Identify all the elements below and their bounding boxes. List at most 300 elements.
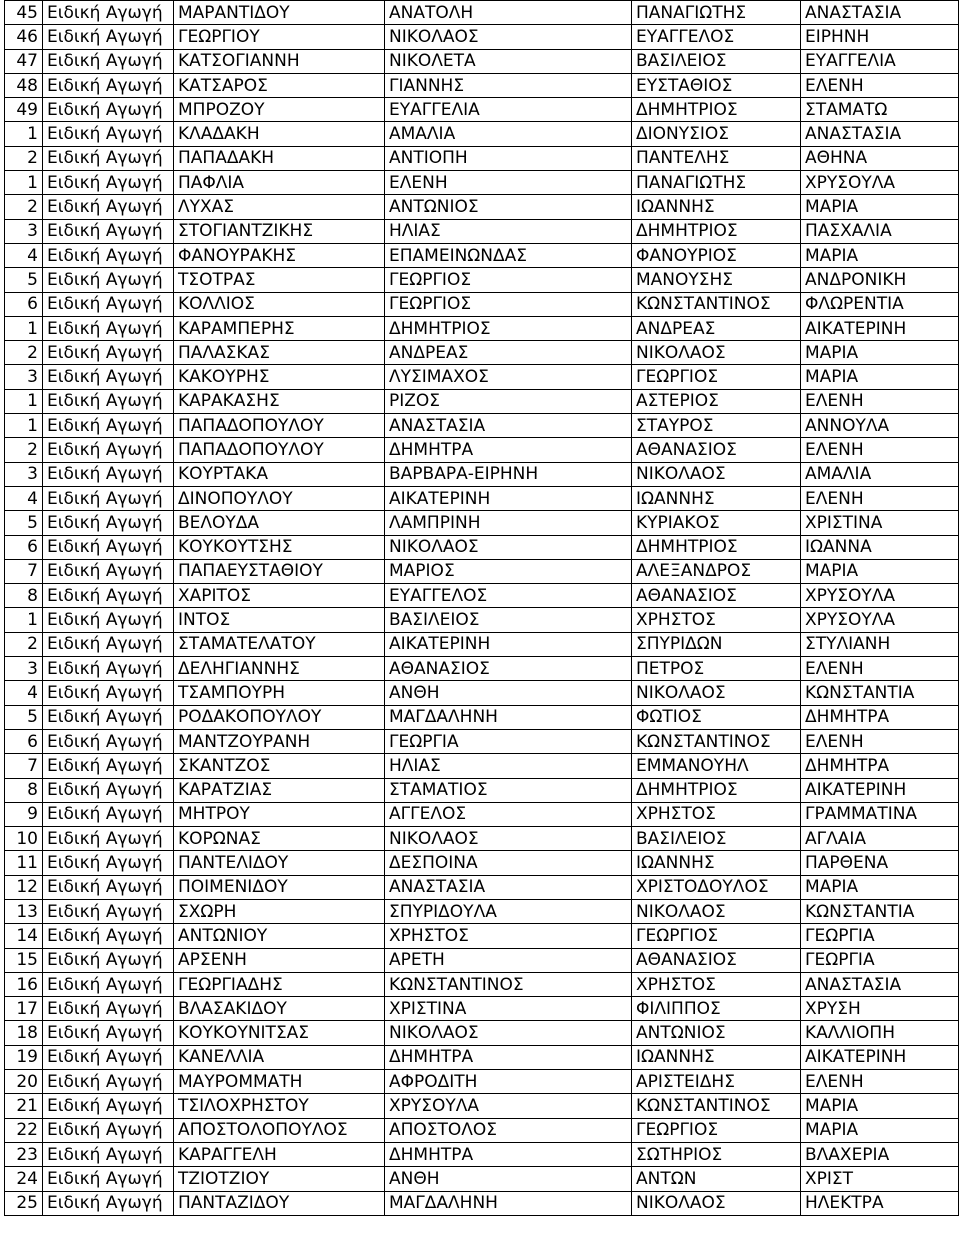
surname-cell: ΤΖΙΟΤΖΙΟΥ xyxy=(174,1167,385,1191)
surname-cell: ΙΝΤΟΣ xyxy=(174,608,385,632)
father-name-cell: ΕΥΣΤΑΘΙΟΣ xyxy=(632,73,801,97)
row-number: 46 xyxy=(5,25,43,49)
table-row xyxy=(5,875,959,899)
first-name-cell: ΜΑΓΔΑΛΗΝΗ xyxy=(385,1191,632,1215)
mother-name-cell: ΦΛΩΡΕΝΤΙΑ xyxy=(801,292,959,316)
first-name-cell: ΔΗΜΗΤΡΑ xyxy=(385,438,632,462)
specialty-cell: Ειδική Αγωγή xyxy=(43,851,174,875)
specialty-cell: Ειδική Αγωγή xyxy=(43,98,174,122)
table-row xyxy=(5,657,959,681)
specialty-cell: Ειδική Αγωγή xyxy=(43,195,174,219)
mother-name-cell: ΕΛΕΝΗ xyxy=(801,438,959,462)
first-name-cell: ΑΝΑΤΟΛΗ xyxy=(385,1,632,25)
specialty-cell: Ειδική Αγωγή xyxy=(43,414,174,438)
first-name-cell: ΑΝΘΗ xyxy=(385,681,632,705)
mother-name-cell: ΜΑΡΙΑ xyxy=(801,875,959,899)
row-number: 5 xyxy=(5,705,43,729)
table-row xyxy=(5,1167,959,1191)
surname-cell: ΚΑΤΣΑΡΟΣ xyxy=(174,73,385,97)
mother-name-cell: ΕΙΡΗΝΗ xyxy=(801,25,959,49)
row-number: 16 xyxy=(5,972,43,996)
surname-cell: ΜΑΥΡΟΜΜΑΤΗ xyxy=(174,1070,385,1094)
mother-name-cell: ΕΛΕΝΗ xyxy=(801,657,959,681)
table-row xyxy=(5,729,959,753)
surname-cell: ΠΑΠΑΔΑΚΗ xyxy=(174,146,385,170)
first-name-cell: ΑΙΚΑΤΕΡΙΝΗ xyxy=(385,486,632,510)
specialty-cell: Ειδική Αγωγή xyxy=(43,924,174,948)
table-row xyxy=(5,1045,959,1069)
father-name-cell: ΕΜΜΑΝΟΥΗΛ xyxy=(632,754,801,778)
father-name-cell: ΑΛΕΞΑΝΔΡΟΣ xyxy=(632,559,801,583)
row-number: 17 xyxy=(5,997,43,1021)
surname-cell: ΠΑΝΤΕΛΙΔΟΥ xyxy=(174,851,385,875)
specialty-cell: Ειδική Αγωγή xyxy=(43,1021,174,1045)
row-number: 15 xyxy=(5,948,43,972)
mother-name-cell: ΕΥΑΓΓΕΛΙΑ xyxy=(801,49,959,73)
surname-cell: ΚΑΡΑΓΓΕΛΗ xyxy=(174,1142,385,1166)
father-name-cell: ΦΩΤΙΟΣ xyxy=(632,705,801,729)
table-row xyxy=(5,608,959,632)
table-row xyxy=(5,754,959,778)
specialty-cell: Ειδική Αγωγή xyxy=(43,535,174,559)
father-name-cell: ΒΑΣΙΛΕΙΟΣ xyxy=(632,827,801,851)
surname-cell: ΚΑΡΑΤΖΙΑΣ xyxy=(174,778,385,802)
row-number: 8 xyxy=(5,584,43,608)
row-number: 4 xyxy=(5,486,43,510)
surname-cell: ΠΑΛΑΣΚΑΣ xyxy=(174,341,385,365)
father-name-cell: ΠΑΝΑΓΙΩΤΗΣ xyxy=(632,1,801,25)
mother-name-cell: ΣΤΥΛΙΑΝΗ xyxy=(801,632,959,656)
table-row xyxy=(5,1094,959,1118)
specialty-cell: Ειδική Αγωγή xyxy=(43,972,174,996)
mother-name-cell: ΕΛΕΝΗ xyxy=(801,729,959,753)
mother-name-cell: ΜΑΡΙΑ xyxy=(801,243,959,267)
surname-cell: ΒΕΛΟΥΔΑ xyxy=(174,511,385,535)
first-name-cell: ΣΤΑΜΑΤΙΟΣ xyxy=(385,778,632,802)
specialty-cell: Ειδική Αγωγή xyxy=(43,584,174,608)
first-name-cell: ΜΑΓΔΑΛΗΝΗ xyxy=(385,705,632,729)
father-name-cell: ΝΙΚΟΛΑΟΣ xyxy=(632,341,801,365)
specialty-cell: Ειδική Αγωγή xyxy=(43,705,174,729)
surname-cell: ΔΙΝΟΠΟΥΛΟΥ xyxy=(174,486,385,510)
specialty-cell: Ειδική Αγωγή xyxy=(43,511,174,535)
first-name-cell: ΛΑΜΠΡΙΝΗ xyxy=(385,511,632,535)
specialty-cell: Ειδική Αγωγή xyxy=(43,827,174,851)
specialty-cell: Ειδική Αγωγή xyxy=(43,219,174,243)
first-name-cell: ΜΑΡΙΟΣ xyxy=(385,559,632,583)
row-number: 2 xyxy=(5,341,43,365)
mother-name-cell: ΧΡΥΣΗ xyxy=(801,997,959,1021)
father-name-cell: ΚΥΡΙΑΚΟΣ xyxy=(632,511,801,535)
table-row xyxy=(5,122,959,146)
row-number: 12 xyxy=(5,875,43,899)
father-name-cell: ΓΕΩΡΓΙΟΣ xyxy=(632,1118,801,1142)
row-number: 18 xyxy=(5,1021,43,1045)
first-name-cell: ΗΛΙΑΣ xyxy=(385,754,632,778)
surname-cell: ΠΑΠΑΔΟΠΟΥΛΟΥ xyxy=(174,438,385,462)
surname-cell: ΑΝΤΩΝΙΟΥ xyxy=(174,924,385,948)
mother-name-cell: ΕΛΕΝΗ xyxy=(801,389,959,413)
specialty-cell: Ειδική Αγωγή xyxy=(43,1,174,25)
mother-name-cell: ΚΩΝΣΤΑΝΤΙΑ xyxy=(801,681,959,705)
table-row xyxy=(5,1142,959,1166)
father-name-cell: ΦΙΛΙΠΠΟΣ xyxy=(632,997,801,1021)
mother-name-cell: ΠΑΡΘΕΝΑ xyxy=(801,851,959,875)
mother-name-cell: ΓΡΑΜΜΑΤΙΝΑ xyxy=(801,802,959,826)
father-name-cell: ΝΙΚΟΛΑΟΣ xyxy=(632,1191,801,1215)
table-row xyxy=(5,462,959,486)
candidates-table-body xyxy=(5,1,959,1216)
row-number: 14 xyxy=(5,924,43,948)
mother-name-cell: ΑΙΚΑΤΕΡΙΝΗ xyxy=(801,316,959,340)
first-name-cell: ΛΥΣΙΜΑΧΟΣ xyxy=(385,365,632,389)
table-row xyxy=(5,1,959,25)
mother-name-cell: ΜΑΡΙΑ xyxy=(801,559,959,583)
mother-name-cell: ΑΝΑΣΤΑΣΙΑ xyxy=(801,122,959,146)
surname-cell: ΑΡΣΕΝΗ xyxy=(174,948,385,972)
specialty-cell: Ειδική Αγωγή xyxy=(43,1167,174,1191)
candidates-table xyxy=(4,0,959,1216)
mother-name-cell: ΣΤΑΜΑΤΩ xyxy=(801,98,959,122)
specialty-cell: Ειδική Αγωγή xyxy=(43,73,174,97)
surname-cell: ΤΣΟΤΡΑΣ xyxy=(174,268,385,292)
specialty-cell: Ειδική Αγωγή xyxy=(43,341,174,365)
mother-name-cell: ΑΘΗΝΑ xyxy=(801,146,959,170)
father-name-cell: ΑΣΤΕΡΙΟΣ xyxy=(632,389,801,413)
surname-cell: ΔΕΛΗΓΙΑΝΝΗΣ xyxy=(174,657,385,681)
first-name-cell: ΧΡΗΣΤΟΣ xyxy=(385,924,632,948)
father-name-cell: ΔΗΜΗΤΡΙΟΣ xyxy=(632,98,801,122)
row-number: 10 xyxy=(5,827,43,851)
table-row xyxy=(5,972,959,996)
table-row xyxy=(5,1118,959,1142)
table-row xyxy=(5,924,959,948)
specialty-cell: Ειδική Αγωγή xyxy=(43,365,174,389)
mother-name-cell: ΚΩΝΣΤΑΝΤΙΑ xyxy=(801,899,959,923)
table-row xyxy=(5,146,959,170)
table-row xyxy=(5,268,959,292)
father-name-cell: ΣΠΥΡΙΔΩΝ xyxy=(632,632,801,656)
surname-cell: ΚΑΝΕΛΛΙΑ xyxy=(174,1045,385,1069)
row-number: 21 xyxy=(5,1094,43,1118)
surname-cell: ΠΑΠΑΕΥΣΤΑΘΙΟΥ xyxy=(174,559,385,583)
table-row xyxy=(5,73,959,97)
row-number: 3 xyxy=(5,365,43,389)
row-number: 6 xyxy=(5,292,43,316)
first-name-cell: ΣΠΥΡΙΔΟΥΛΑ xyxy=(385,899,632,923)
row-number: 1 xyxy=(5,171,43,195)
row-number: 47 xyxy=(5,49,43,73)
first-name-cell: ΑΘΑΝΑΣΙΟΣ xyxy=(385,657,632,681)
first-name-cell: ΑΝΤΩΝΙΟΣ xyxy=(385,195,632,219)
mother-name-cell: ΙΩΑΝΝΑ xyxy=(801,535,959,559)
specialty-cell: Ειδική Αγωγή xyxy=(43,171,174,195)
first-name-cell: ΓΕΩΡΓΙΟΣ xyxy=(385,292,632,316)
father-name-cell: ΑΘΑΝΑΣΙΟΣ xyxy=(632,584,801,608)
row-number: 2 xyxy=(5,146,43,170)
row-number: 1 xyxy=(5,316,43,340)
table-row xyxy=(5,98,959,122)
father-name-cell: ΝΙΚΟΛΑΟΣ xyxy=(632,462,801,486)
father-name-cell: ΑΝΤΩΝ xyxy=(632,1167,801,1191)
first-name-cell: ΑΦΡΟΔΙΤΗ xyxy=(385,1070,632,1094)
row-number: 5 xyxy=(5,268,43,292)
row-number: 23 xyxy=(5,1142,43,1166)
first-name-cell: ΚΩΝΣΤΑΝΤΙΝΟΣ xyxy=(385,972,632,996)
mother-name-cell: ΑΝΝΟΥΛΑ xyxy=(801,414,959,438)
first-name-cell: ΑΙΚΑΤΕΡΙΝΗ xyxy=(385,632,632,656)
table-row xyxy=(5,438,959,462)
first-name-cell: ΑΠΟΣΤΟΛΟΣ xyxy=(385,1118,632,1142)
first-name-cell: ΑΡΕΤΗ xyxy=(385,948,632,972)
father-name-cell: ΑΡΙΣΤΕΙΔΗΣ xyxy=(632,1070,801,1094)
specialty-cell: Ειδική Αγωγή xyxy=(43,802,174,826)
father-name-cell: ΠΕΤΡΟΣ xyxy=(632,657,801,681)
first-name-cell: ΑΝΑΣΤΑΣΙΑ xyxy=(385,414,632,438)
surname-cell: ΚΑΡΑΜΠΕΡΗΣ xyxy=(174,316,385,340)
row-number: 22 xyxy=(5,1118,43,1142)
mother-name-cell: ΜΑΡΙΑ xyxy=(801,195,959,219)
surname-cell: ΓΕΩΡΓΙΑΔΗΣ xyxy=(174,972,385,996)
specialty-cell: Ειδική Αγωγή xyxy=(43,997,174,1021)
surname-cell: ΚΑΚΟΥΡΗΣ xyxy=(174,365,385,389)
father-name-cell: ΧΡΗΣΤΟΣ xyxy=(632,608,801,632)
father-name-cell: ΣΤΑΥΡΟΣ xyxy=(632,414,801,438)
row-number: 1 xyxy=(5,122,43,146)
surname-cell: ΦΑΝΟΥΡΑΚΗΣ xyxy=(174,243,385,267)
surname-cell: ΚΟΥΚΟΥΤΣΗΣ xyxy=(174,535,385,559)
first-name-cell: ΑΜΑΛΙΑ xyxy=(385,122,632,146)
row-number: 6 xyxy=(5,729,43,753)
table-row xyxy=(5,1191,959,1215)
row-number: 1 xyxy=(5,414,43,438)
row-number: 3 xyxy=(5,462,43,486)
surname-cell: ΣΤΟΓΙΑΝΤΖΙΚΗΣ xyxy=(174,219,385,243)
surname-cell: ΚΟΛΛΙΟΣ xyxy=(174,292,385,316)
row-number: 3 xyxy=(5,219,43,243)
mother-name-cell: ΑΙΚΑΤΕΡΙΝΗ xyxy=(801,1045,959,1069)
table-row xyxy=(5,389,959,413)
table-row xyxy=(5,365,959,389)
table-row xyxy=(5,1021,959,1045)
specialty-cell: Ειδική Αγωγή xyxy=(43,632,174,656)
father-name-cell: ΔΗΜΗΤΡΙΟΣ xyxy=(632,219,801,243)
mother-name-cell: ΓΕΩΡΓΙΑ xyxy=(801,924,959,948)
father-name-cell: ΧΡΗΣΤΟΣ xyxy=(632,972,801,996)
mother-name-cell: ΕΛΕΝΗ xyxy=(801,486,959,510)
row-number: 3 xyxy=(5,657,43,681)
father-name-cell: ΑΘΑΝΑΣΙΟΣ xyxy=(632,438,801,462)
father-name-cell: ΓΕΩΡΓΙΟΣ xyxy=(632,365,801,389)
specialty-cell: Ειδική Αγωγή xyxy=(43,1142,174,1166)
father-name-cell: ΠΑΝΤΕΛΗΣ xyxy=(632,146,801,170)
first-name-cell: ΔΕΣΠΟΙΝΑ xyxy=(385,851,632,875)
father-name-cell: ΙΩΑΝΝΗΣ xyxy=(632,195,801,219)
table-row xyxy=(5,292,959,316)
father-name-cell: ΓΕΩΡΓΙΟΣ xyxy=(632,924,801,948)
first-name-cell: ΑΝΤΙΟΠΗ xyxy=(385,146,632,170)
specialty-cell: Ειδική Αγωγή xyxy=(43,1118,174,1142)
specialty-cell: Ειδική Αγωγή xyxy=(43,389,174,413)
surname-cell: ΜΑΝΤΖΟΥΡΑΝΗ xyxy=(174,729,385,753)
table-row xyxy=(5,559,959,583)
first-name-cell: ΝΙΚΟΛΑΟΣ xyxy=(385,25,632,49)
first-name-cell: ΝΙΚΟΛΑΟΣ xyxy=(385,1021,632,1045)
mother-name-cell: ΧΡΙΣΤΙΝΑ xyxy=(801,511,959,535)
surname-cell: ΒΛΑΣΑΚΙΔΟΥ xyxy=(174,997,385,1021)
mother-name-cell: ΑΜΑΛΙΑ xyxy=(801,462,959,486)
table-row xyxy=(5,1070,959,1094)
specialty-cell: Ειδική Αγωγή xyxy=(43,899,174,923)
row-number: 13 xyxy=(5,899,43,923)
specialty-cell: Ειδική Αγωγή xyxy=(43,948,174,972)
row-number: 49 xyxy=(5,98,43,122)
father-name-cell: ΙΩΑΝΝΗΣ xyxy=(632,1045,801,1069)
father-name-cell: ΧΡΙΣΤΟΔΟΥΛΟΣ xyxy=(632,875,801,899)
father-name-cell: ΚΩΝΣΤΑΝΤΙΝΟΣ xyxy=(632,1094,801,1118)
table-row xyxy=(5,219,959,243)
specialty-cell: Ειδική Αγωγή xyxy=(43,438,174,462)
father-name-cell: ΙΩΑΝΝΗΣ xyxy=(632,851,801,875)
specialty-cell: Ειδική Αγωγή xyxy=(43,316,174,340)
row-number: 25 xyxy=(5,1191,43,1215)
table-row xyxy=(5,681,959,705)
mother-name-cell: ΑΝΑΣΤΑΣΙΑ xyxy=(801,1,959,25)
first-name-cell: ΒΑΡΒΑΡΑ-ΕΙΡΗΝΗ xyxy=(385,462,632,486)
surname-cell: ΤΣΑΜΠΟΥΡΗ xyxy=(174,681,385,705)
table-row xyxy=(5,778,959,802)
first-name-cell: ΑΝΑΣΤΑΣΙΑ xyxy=(385,875,632,899)
mother-name-cell: ΜΑΡΙΑ xyxy=(801,341,959,365)
father-name-cell: ΧΡΗΣΤΟΣ xyxy=(632,802,801,826)
surname-cell: ΠΑΦΛΙΑ xyxy=(174,171,385,195)
mother-name-cell: ΕΛΕΝΗ xyxy=(801,73,959,97)
surname-cell: ΣΚΑΝΤΖΟΣ xyxy=(174,754,385,778)
table-row xyxy=(5,584,959,608)
surname-cell: ΣΧΩΡΗ xyxy=(174,899,385,923)
table-row xyxy=(5,316,959,340)
table-row xyxy=(5,899,959,923)
table-row xyxy=(5,195,959,219)
row-number: 4 xyxy=(5,681,43,705)
specialty-cell: Ειδική Αγωγή xyxy=(43,608,174,632)
father-name-cell: ΑΝΔΡΕΑΣ xyxy=(632,316,801,340)
row-number: 6 xyxy=(5,535,43,559)
father-name-cell: ΔΗΜΗΤΡΙΟΣ xyxy=(632,778,801,802)
surname-cell: ΑΠΟΣΤΟΛΟΠΟΥΛΟΣ xyxy=(174,1118,385,1142)
first-name-cell: ΝΙΚΟΛΑΟΣ xyxy=(385,827,632,851)
table-row xyxy=(5,535,959,559)
specialty-cell: Ειδική Αγωγή xyxy=(43,243,174,267)
father-name-cell: ΦΑΝΟΥΡΙΟΣ xyxy=(632,243,801,267)
first-name-cell: ΔΗΜΗΤΡΙΟΣ xyxy=(385,316,632,340)
table-row xyxy=(5,341,959,365)
surname-cell: ΚΛΑΔΑΚΗ xyxy=(174,122,385,146)
row-number: 11 xyxy=(5,851,43,875)
specialty-cell: Ειδική Αγωγή xyxy=(43,657,174,681)
table-row xyxy=(5,25,959,49)
table-row xyxy=(5,243,959,267)
surname-cell: ΚΑΤΣΟΓΙΑΝΝΗ xyxy=(174,49,385,73)
row-number: 2 xyxy=(5,195,43,219)
table-row xyxy=(5,948,959,972)
row-number: 45 xyxy=(5,1,43,25)
table-row xyxy=(5,511,959,535)
table-row xyxy=(5,171,959,195)
first-name-cell: ΗΛΙΑΣ xyxy=(385,219,632,243)
specialty-cell: Ειδική Αγωγή xyxy=(43,875,174,899)
row-number: 1 xyxy=(5,608,43,632)
father-name-cell: ΔΙΟΝΥΣΙΟΣ xyxy=(632,122,801,146)
father-name-cell: ΕΥΑΓΓΕΛΟΣ xyxy=(632,25,801,49)
row-number: 8 xyxy=(5,778,43,802)
row-number: 20 xyxy=(5,1070,43,1094)
father-name-cell: ΣΩΤΗΡΙΟΣ xyxy=(632,1142,801,1166)
mother-name-cell: ΓΕΩΡΓΙΑ xyxy=(801,948,959,972)
mother-name-cell: ΜΑΡΙΑ xyxy=(801,1118,959,1142)
mother-name-cell: ΧΡΥΣΟΥΛΑ xyxy=(801,171,959,195)
first-name-cell: ΑΝΘΗ xyxy=(385,1167,632,1191)
surname-cell: ΧΑΡΙΤΟΣ xyxy=(174,584,385,608)
specialty-cell: Ειδική Αγωγή xyxy=(43,25,174,49)
surname-cell: ΛΥΧΑΣ xyxy=(174,195,385,219)
specialty-cell: Ειδική Αγωγή xyxy=(43,268,174,292)
specialty-cell: Ειδική Αγωγή xyxy=(43,681,174,705)
father-name-cell: ΚΩΝΣΤΑΝΤΙΝΟΣ xyxy=(632,729,801,753)
surname-cell: ΜΑΡΑΝΤΙΔΟΥ xyxy=(174,1,385,25)
father-name-cell: ΝΙΚΟΛΑΟΣ xyxy=(632,681,801,705)
specialty-cell: Ειδική Αγωγή xyxy=(43,462,174,486)
specialty-cell: Ειδική Αγωγή xyxy=(43,122,174,146)
father-name-cell: ΑΝΤΩΝΙΟΣ xyxy=(632,1021,801,1045)
table-row xyxy=(5,802,959,826)
mother-name-cell: ΗΛΕΚΤΡΑ xyxy=(801,1191,959,1215)
specialty-cell: Ειδική Αγωγή xyxy=(43,559,174,583)
row-number: 9 xyxy=(5,802,43,826)
specialty-cell: Ειδική Αγωγή xyxy=(43,1070,174,1094)
row-number: 2 xyxy=(5,438,43,462)
row-number: 7 xyxy=(5,754,43,778)
surname-cell: ΓΕΩΡΓΙΟΥ xyxy=(174,25,385,49)
surname-cell: ΜΠΡΟΖΟΥ xyxy=(174,98,385,122)
father-name-cell: ΒΑΣΙΛΕΙΟΣ xyxy=(632,49,801,73)
table-row xyxy=(5,851,959,875)
row-number: 4 xyxy=(5,243,43,267)
mother-name-cell: ΜΑΡΙΑ xyxy=(801,1094,959,1118)
father-name-cell: ΑΘΑΝΑΣΙΟΣ xyxy=(632,948,801,972)
surname-cell: ΣΤΑΜΑΤΕΛΑΤΟΥ xyxy=(174,632,385,656)
father-name-cell: ΠΑΝΑΓΙΩΤΗΣ xyxy=(632,171,801,195)
mother-name-cell: ΠΑΣΧΑΛΙΑ xyxy=(801,219,959,243)
table-row xyxy=(5,632,959,656)
mother-name-cell: ΔΗΜΗΤΡΑ xyxy=(801,705,959,729)
first-name-cell: ΝΙΚΟΛΑΟΣ xyxy=(385,535,632,559)
first-name-cell: ΓΕΩΡΓΙΟΣ xyxy=(385,268,632,292)
first-name-cell: ΧΡΙΣΤΙΝΑ xyxy=(385,997,632,1021)
surname-cell: ΡΟΔΑΚΟΠΟΥΛΟΥ xyxy=(174,705,385,729)
first-name-cell: ΕΠΑΜΕΙΝΩΝΔΑΣ xyxy=(385,243,632,267)
father-name-cell: ΜΑΝΟΥΣΗΣ xyxy=(632,268,801,292)
surname-cell: ΠΑΠΑΔΟΠΟΥΛΟΥ xyxy=(174,414,385,438)
first-name-cell: ΓΙΑΝΝΗΣ xyxy=(385,73,632,97)
surname-cell: ΚΟΥΡΤΑΚΑ xyxy=(174,462,385,486)
mother-name-cell: ΜΑΡΙΑ xyxy=(801,365,959,389)
table-row xyxy=(5,705,959,729)
specialty-cell: Ειδική Αγωγή xyxy=(43,1191,174,1215)
first-name-cell: ΓΕΩΡΓΙΑ xyxy=(385,729,632,753)
father-name-cell: ΔΗΜΗΤΡΙΟΣ xyxy=(632,535,801,559)
specialty-cell: Ειδική Αγωγή xyxy=(43,1045,174,1069)
